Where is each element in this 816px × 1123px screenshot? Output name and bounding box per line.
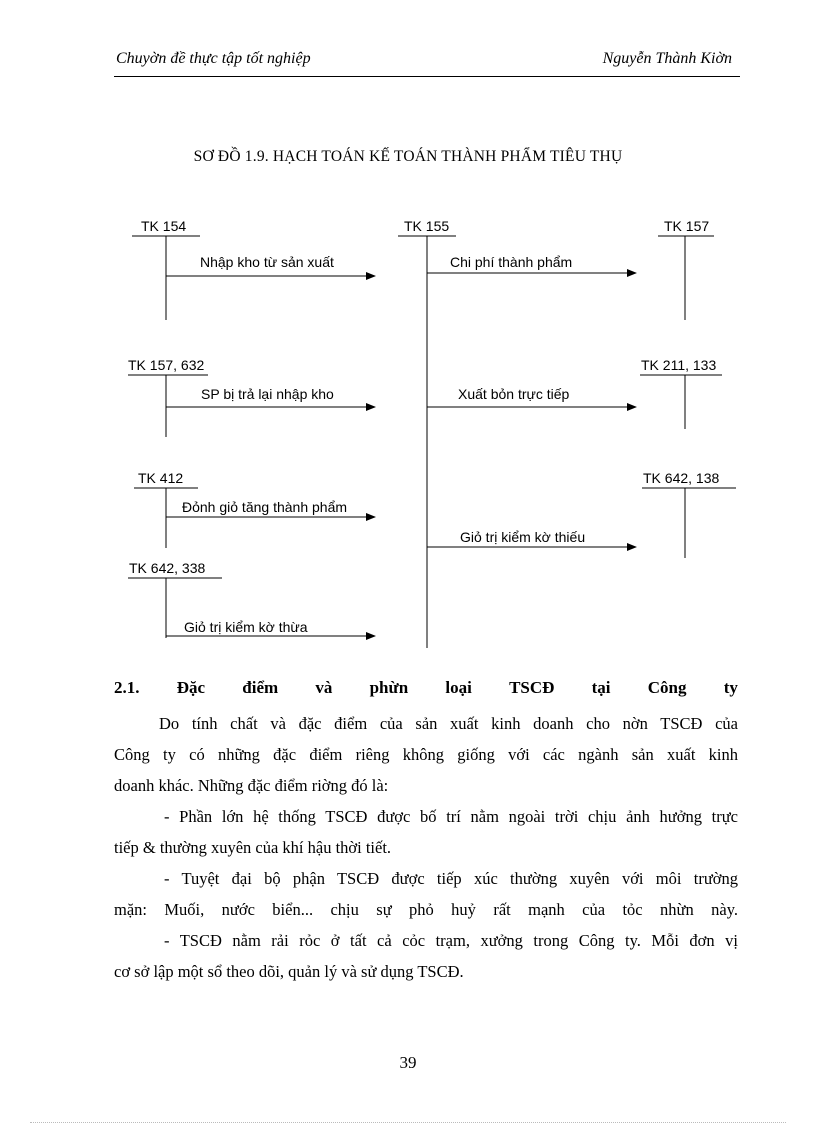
section-word: phừn: [369, 678, 409, 697]
section-word: ty: [723, 678, 738, 697]
arrow-label-kiem-ke-thua: Giỏ trị kiểm kờ thừa: [184, 619, 308, 635]
diagram-title: SƠ ĐỒ 1.9. HẠCH TOÁN KẾ TOÁN THÀNH PHẨM TIÊU THỤ: [193, 148, 623, 165]
text-line: - Phần lớn hệ thống TSCĐ được bố trí nằm ngoài trời chịu ảnh hưởng trực: [164, 807, 738, 826]
arrow-label-xuat-ban: Xuất bỏn trực tiếp: [458, 386, 570, 402]
header-right: Nguyễn Thành Kiờn: [602, 50, 732, 67]
text-line: tiếp & thường xuyên của khí hậu thời tiết.: [114, 838, 392, 857]
label-tk211-133: TK 211, 133: [641, 357, 717, 373]
label-tk642-138: TK 642, 138: [643, 470, 720, 486]
section-word: và: [315, 678, 333, 697]
label-tk157: TK 157: [664, 218, 710, 234]
section-word: Đặc: [176, 678, 206, 697]
section-heading: [114, 678, 738, 698]
section-word: tại: [591, 678, 611, 697]
section-word: điểm: [242, 678, 279, 697]
text-line: - TSCĐ nằm rải rỏc ở tất cả cỏc trạm, xưởng trong Công ty. Mỗi đơn vị: [164, 931, 738, 950]
arrow-label-nhap-kho: Nhập kho từ sản xuất: [200, 254, 334, 270]
text-line: cơ sở lập một sổ theo dõi, quản lý và sử dụng TSCĐ.: [114, 962, 464, 981]
label-tk155: TK 155: [404, 218, 450, 234]
section-word: TSCĐ: [509, 678, 555, 697]
arrow-label-sp-tra-lai: SP bị trả lại nhập kho: [201, 386, 334, 402]
arrow-label-danh-gia: Đỏnh giỏ tăng thành phẩm: [182, 499, 348, 515]
label-tk412: TK 412: [138, 470, 184, 486]
label-tk154: TK 154: [141, 218, 187, 234]
label-tk642-338: TK 642, 338: [129, 560, 206, 576]
text-line: doanh khác. Những đặc điểm riờng đó là:: [114, 776, 389, 795]
body-text: [114, 708, 738, 987]
page-number: 39: [399, 1053, 417, 1072]
section-word: Công: [647, 678, 687, 697]
text-line: Do tính chất và đặc điểm của sản xuất kinh doanh cho nờn TSCĐ của: [159, 714, 738, 733]
label-tk157-632: TK 157, 632: [128, 357, 205, 373]
section-word: loại: [445, 678, 472, 697]
header-left: Chuyờn đề thực tập tốt nghiệp: [116, 50, 311, 67]
text-line: Công ty có những đặc điểm riêng không giống với các ngành sản xuất kinh: [114, 745, 738, 764]
text-line: - Tuyệt đại bộ phận TSCĐ được tiếp xúc thường xuyên với môi trường: [164, 869, 738, 888]
arrow-label-chi-phi: Chi phí thành phẩm: [450, 254, 573, 270]
section-word: 2.1.: [114, 678, 140, 697]
text-line: mặn: Muối, nước biển... chịu sự phỏ huỷ rất mạnh của tỏc nhừn này.: [114, 900, 738, 919]
arrow-label-kiem-ke-thieu: Giỏ trị kiểm kờ thiếu: [460, 529, 586, 545]
